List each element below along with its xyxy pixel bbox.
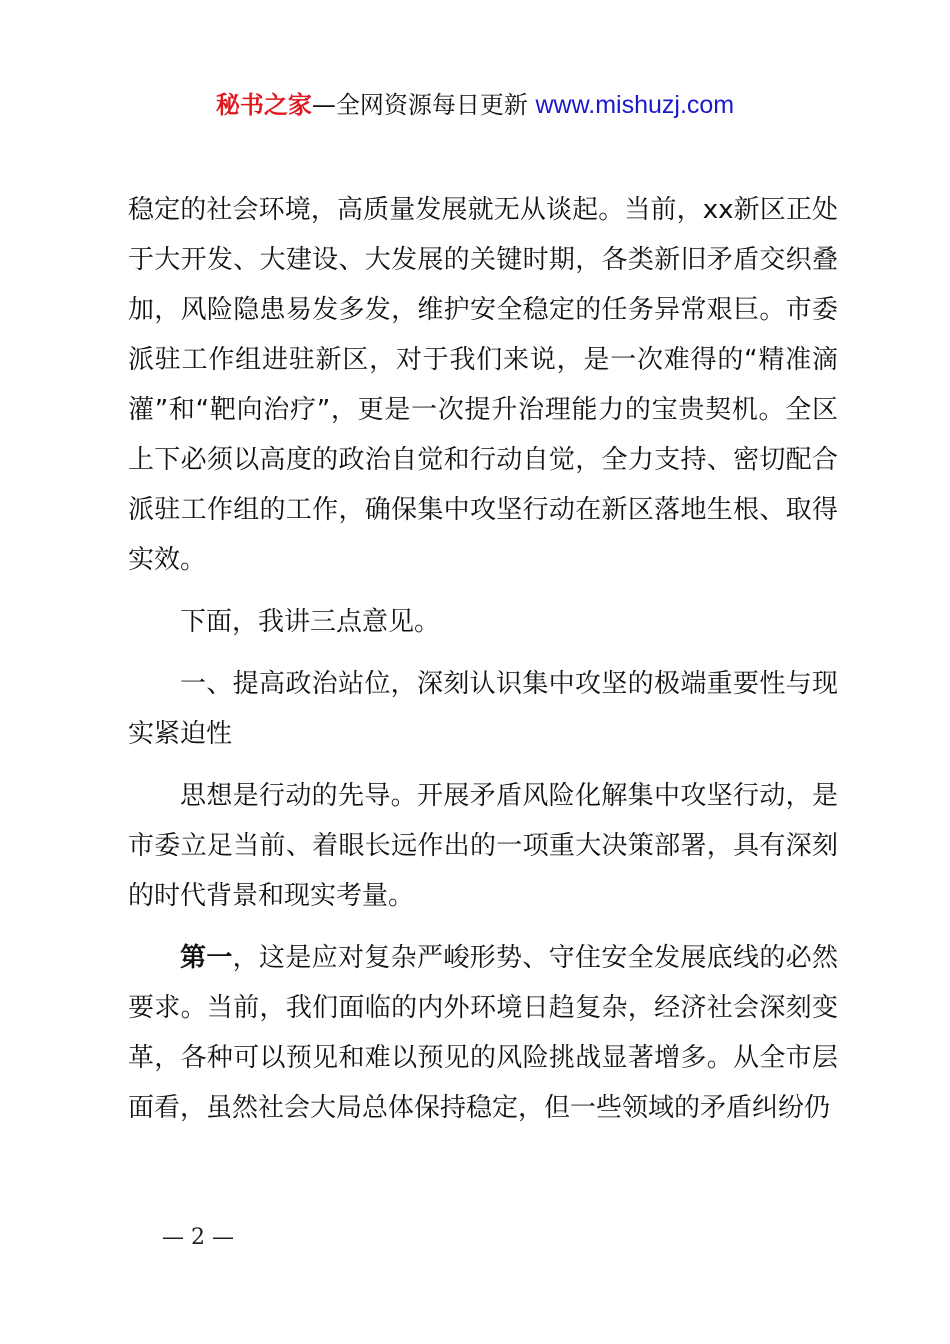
site-brand: 秘书之家 (215, 91, 312, 119)
page-number: — 2 — (162, 1225, 234, 1250)
paragraph: 下面，我讲三点意见。 (180, 607, 441, 637)
paragraph-lead: 第一 (180, 943, 233, 973)
site-tagline: 全网资源每日更新 (335, 91, 528, 119)
paragraph: 稳定的社会环境，高质量发展就无从谈起。当前，xx新区正处于大开发、大建设、大发展的关键时期，各类新旧矛盾交织叠加，风险隐患易发多发，维护安全稳定的任务异常艰巨。市委派驻工作组进驻新区，对于我们来说，是一次难得的“精准滴灌”和“靶向治疗”，更是一次提升治理能力的宝贵契机。全区上下必须以高度的政治自觉和行动自觉，全力支持、密切配合派驻工作组的工作，确保集中攻坚行动在新区落地生根、取得实效。 (128, 195, 838, 575)
header-dash: — (311, 91, 336, 119)
paragraph (128, 933, 838, 1133)
paragraph: 思想是行动的先导。开展矛盾风险化解集中攻坚行动，是市委立足当前、着眼长远作出的一项重大决策部署，具有深刻的时代背景和现实考量。 (128, 781, 838, 911)
document-body (128, 185, 838, 1145)
section-heading: 一、提高政治站位，深刻认识集中攻坚的极端重要性与现实紧迫性 (128, 669, 838, 749)
paragraph-text: ，这是应对复杂严峻形势、守住安全发展底线的必然要求。当前，我们面临的内外环境日趋复杂，经济社会深刻变革，各种可以预见和难以预见的风险挑战显著增多。从全市层面看，虽然社会大局总体保持稳定，但一些领域的矛盾纠纷仍 (128, 943, 838, 1123)
site-header (0, 88, 950, 122)
site-url-link[interactable]: www.mishuzj.com (535, 91, 735, 119)
